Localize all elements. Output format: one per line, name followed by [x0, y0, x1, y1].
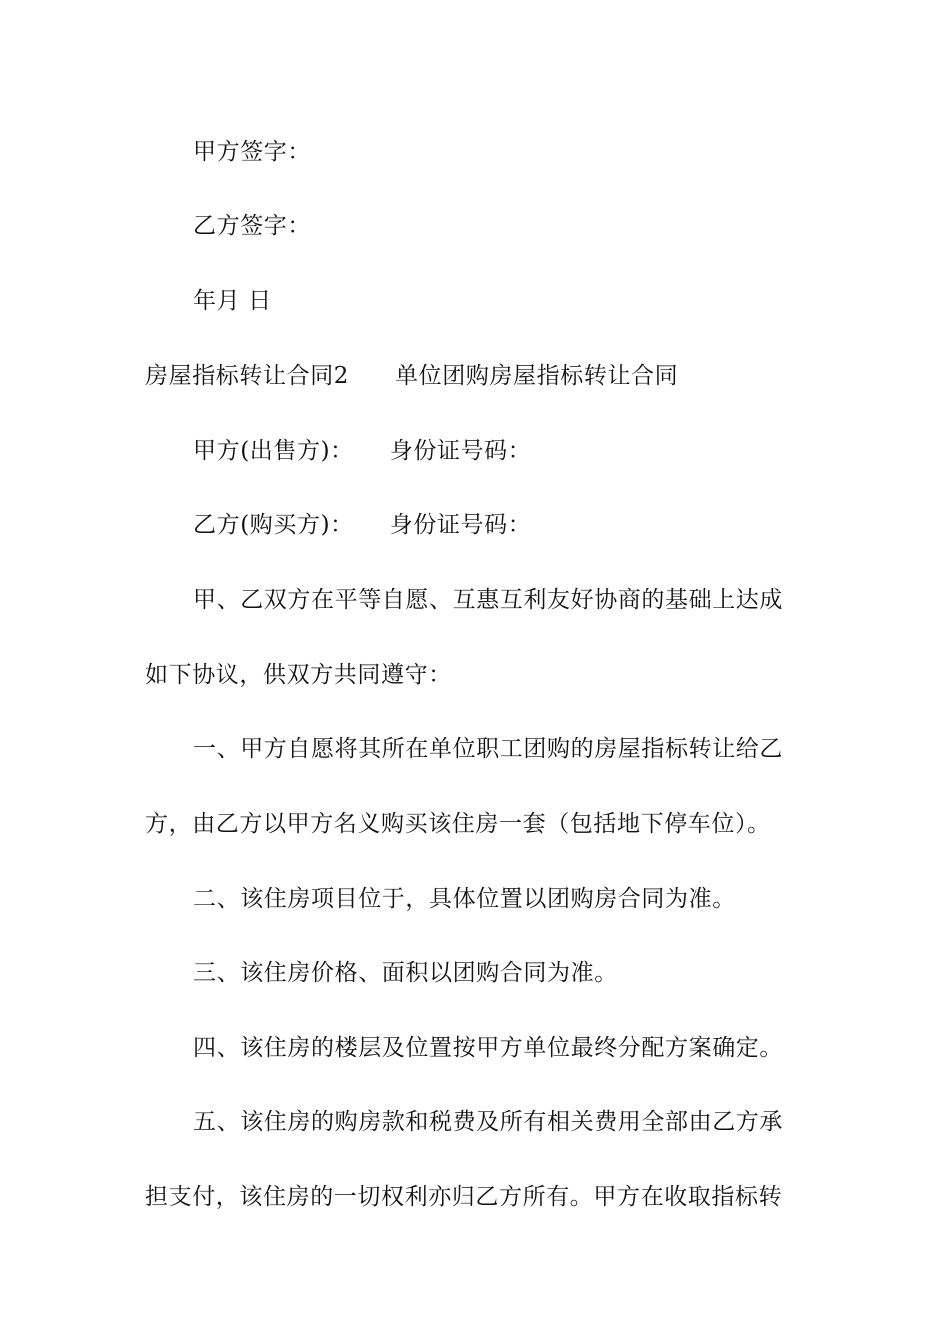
clause-1-line-2: 方，由乙方以甲方名义购买该住房一套（包括地下停车位）。 [145, 811, 771, 837]
party-b-id-label: 身份证号码： [389, 512, 532, 538]
clause-5-line-1: 五、该住房的购房款和税费及所有相关费用全部由乙方承 [193, 1109, 783, 1135]
party-a-signature-line: 甲方签字： [193, 139, 311, 165]
intro-line-2: 如下协议，供双方共同遵守： [145, 662, 452, 688]
party-a-row [145, 436, 863, 466]
intro-line-1: 甲、乙双方在平等自愿、互惠互利友好协商的基础上达成 [193, 587, 783, 613]
contract-title: 单位团购房屋指标转让合同 [395, 363, 679, 389]
clause-4: 四、该住房的楼层及位置按甲方单位最终分配方案确定。 [193, 1035, 783, 1061]
party-a-label: 甲方(出售方)： [193, 438, 354, 464]
contract-heading [145, 361, 815, 391]
clause-1-line-1: 一、甲方自愿将其所在单位职工团购的房屋指标转让给乙 [193, 736, 783, 762]
party-b-signature-line: 乙方签字： [193, 213, 311, 239]
clause-2: 二、该住房项目位于，具体位置以团购房合同为准。 [193, 886, 736, 912]
party-b-label: 乙方(购买方)： [193, 512, 354, 538]
contract-number-title: 房屋指标转让合同2 [145, 363, 350, 389]
clause-3: 三、该住房价格、面积以团购合同为准。 [193, 960, 618, 986]
clause-5-line-2: 担支付，该住房的一切权利亦归乙方所有。甲方在收取指标转 [145, 1184, 783, 1210]
party-b-row [145, 510, 863, 540]
date-line: 年月 日 [193, 288, 272, 314]
party-a-id-label: 身份证号码： [389, 438, 532, 464]
